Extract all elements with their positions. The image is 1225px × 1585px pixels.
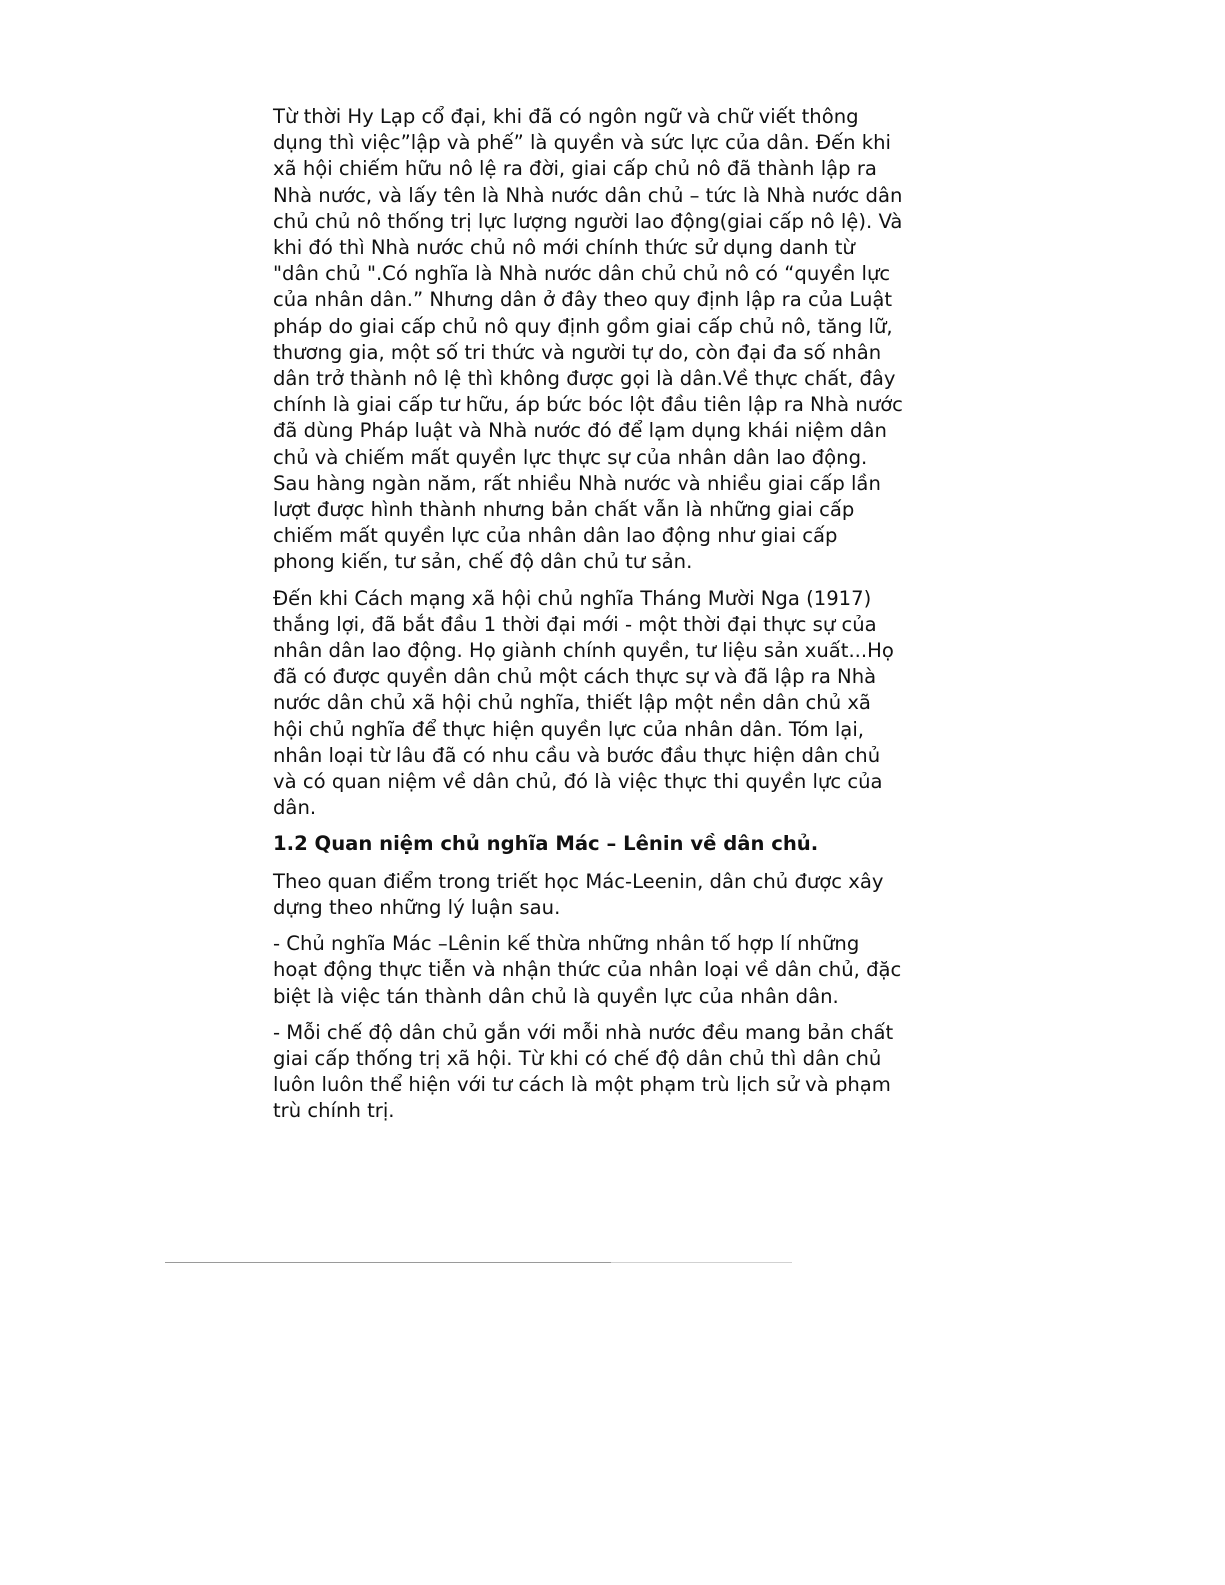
divider-fade: [611, 1262, 792, 1264]
paragraph-october-revolution: Đến khi Cách mạng xã hội chủ nghĩa Tháng Mười Nga (1917) thắng lợi, đã bắt đầu 1 thời đại mới - một thời đại thực sự của nhân dân lao động. Họ giành chính quyền, tư liệu sản xuất...Họ đã có được quyền dân chủ một cách thực sự và đã lập ra Nhà nước dân chủ xã hội chủ nghĩa, thiết lập một nền dân chủ xã hội chủ nghĩa để thực hiện quyền lực của nhân dân. Tóm lại, nhân loại từ lâu đã có nhu cầu và bước đầu thực hiện dân chủ và có quan niệm về dân chủ, đó là việc thực thi quyền lực của dân.: [273, 586, 894, 820]
section-heading: 1.2 Quan niệm chủ nghĩa Mác – Lênin về dân chủ.: [273, 832, 819, 856]
document-body: [273, 104, 963, 1135]
paragraph-ancient-democracy: Từ thời Hy Lạp cổ đại, khi đã có ngôn ngữ và chữ viết thông dụng thì việc”lập và phế” là quyền và sức lực của dân. Đến khi xã hội chiếm hữu nô lệ ra đời, giai cấp chủ nô đã thành lập ra Nhà nước, và lấy tên là Nhà nước dân chủ – tức là Nhà nước dân chủ chủ nô thống trị lực lượng người lao động(giai cấp nô lệ). Và khi đó thì Nhà nước chủ nô mới chính thức sử dụng danh từ "dân chủ ".Có nghĩa là Nhà nước dân chủ chủ nô có “quyền lực của nhân dân.” Nhưng dân ở đây theo quy định lập ra của Luật pháp do giai cấp chủ nô quy định gồm giai cấp chủ nô, tăng lữ, thương gia, một số tri thức và người tự do, còn đại đa số nhân dân trở thành nô lệ thì không được gọi là dân.Về thực chất, đây chính là giai cấp tư hữu, áp bức bóc lột đầu tiên lập ra Nhà nước đã dùng Pháp luật và Nhà nước đó để lạm dụng khái niệm dân chủ và chiếm mất quyền lực thực sự của nhân dân lao động. Sau hàng ngàn năm, rất nhiều Nhà nước và nhiều giai cấp lần lượt được hình thành nhưng bản chất vẫn là những giai cấp chiếm mất quyền lực của nhân dân lao động như giai cấp phong kiến, tư sản, chế độ dân chủ tư sản.: [273, 105, 903, 574]
paragraph-marxist-view-intro: Theo quan điểm trong triết học Mác-Leenin, dân chủ được xây dựng theo những lý luận sau.: [273, 869, 884, 919]
paragraph-class-nature: - Mỗi chế độ dân chủ gắn với mỗi nhà nước đều mang bản chất giai cấp thống trị xã hội. Từ khi có chế độ dân chủ thì dân chủ luôn luôn thể hiện với tư cách là một phạm trù lịch sử và phạm trù chính trị.: [273, 1020, 894, 1123]
paragraph-marxist-inheritance: - Chủ nghĩa Mác –Lênin kế thừa những nhân tố hợp lí những hoạt động thực tiễn và nhận thức của nhân loại về dân chủ, đặc biệt là việc tán thành dân chủ là quyền lực của nhân dân.: [273, 932, 902, 1008]
